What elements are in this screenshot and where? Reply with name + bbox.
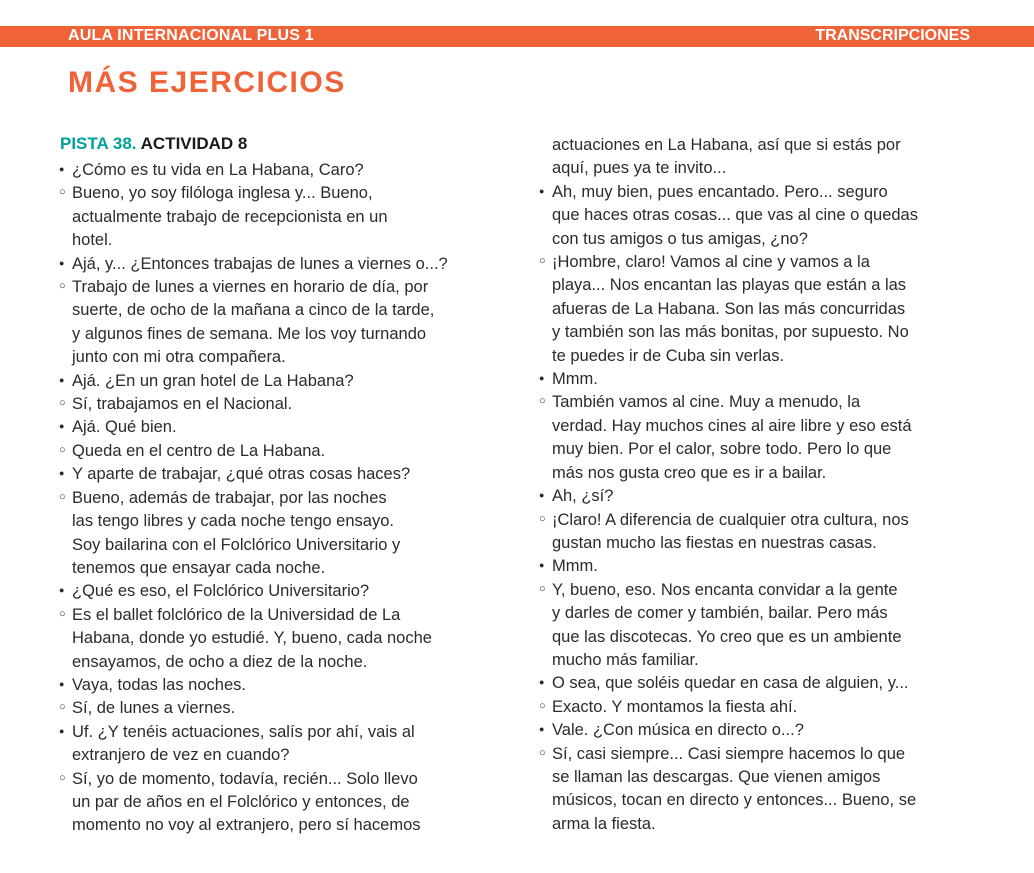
speaker-b-bullet-icon (539, 251, 551, 274)
transcript-column-right (538, 134, 988, 836)
dialogue-line (538, 766, 988, 789)
speaker-b-bullet-icon (539, 696, 551, 719)
transcript-column-left (58, 132, 498, 838)
dialogue-line (58, 253, 498, 276)
dialogue-text: Bueno, yo soy filóloga inglesa y... Bueno, (72, 184, 373, 203)
dialogue-line (58, 416, 498, 439)
speaker-a-bullet-icon (539, 368, 551, 391)
dialogue-line (538, 251, 988, 274)
speaker-b-bullet-icon (539, 743, 551, 766)
dialogue-text: muy bien. Por el calor, sobre todo. Pero lo que (552, 440, 892, 459)
speaker-b-bullet-icon (59, 440, 71, 463)
dialogue-line (58, 768, 498, 791)
dialogue-line (58, 721, 498, 744)
dialogue-text: Vale. ¿Con música en directo o...? (552, 721, 804, 740)
dialogue-text: momento no voy al extranjero, pero sí hacemos (72, 816, 421, 835)
dialogue-text: ¿Cómo es tu vida en La Habana, Caro? (72, 161, 364, 179)
dialogue-line (58, 604, 498, 627)
dialogue-line (538, 509, 988, 532)
dialogue-text: que las discotecas. Yo creo que es un ambiente (552, 627, 902, 646)
dialogue-text: Sí, casi siempre... Casi siempre hacemos lo que (552, 744, 906, 763)
dialogue-line (538, 134, 988, 157)
dialogue-text: Habana, donde yo estudié. Y, bueno, cada noche (72, 629, 432, 648)
dialogue-text: Uf. ¿Y tenéis actuaciones, salís por ahí, vais al (72, 722, 415, 741)
speaker-a-bullet-icon (59, 159, 71, 182)
section-title: TRANSCRIPCIONES (815, 27, 970, 44)
dialogue-text: suerte, de ocho de la mañana a cinco de la tarde, (72, 301, 435, 320)
dialogue-text: más nos gusta creo que es ir a bailar. (552, 463, 827, 482)
dialogue-text: Exacto. Y montamos la fiesta ahí. (552, 697, 798, 716)
dialogue-text: te puedes ir de Cuba sin verlas. (552, 346, 785, 365)
dialogue-line (58, 697, 498, 720)
dialogue-text: Ajá. Qué bien. (72, 418, 177, 437)
dialogue-line (58, 814, 498, 837)
dialogue-text: Sí, trabajamos en el Nacional. (72, 395, 293, 414)
dialogue-text: Soy bailarina con el Folclórico Universitario y (72, 535, 401, 554)
dialogue-text: y algunos fines de semana. Me los voy turnando (72, 324, 427, 343)
dialogue-lines-left (58, 159, 498, 838)
speaker-a-bullet-icon (539, 672, 551, 695)
dialogue-text: Sí, yo de momento, todavía, recién... Solo llevo (72, 769, 418, 788)
speaker-a-bullet-icon (59, 674, 71, 697)
dialogue-line (58, 510, 498, 533)
dialogue-text: músicos, tocan en directo y entonces... Bueno, se (552, 791, 917, 810)
dialogue-text: Es el ballet folclórico de la Universidad de La (72, 605, 401, 624)
dialogue-line (538, 579, 988, 602)
header-bar (0, 26, 1034, 47)
dialogue-line (58, 791, 498, 814)
dialogue-line (538, 228, 988, 251)
speaker-b-bullet-icon (59, 604, 71, 627)
dialogue-text: junto con mi otra compañera. (72, 348, 286, 367)
dialogue-text: hotel. (72, 231, 113, 250)
dialogue-text: verdad. Hay muchos cines al aire libre y eso está (552, 416, 912, 435)
dialogue-line (538, 415, 988, 438)
dialogue-line (58, 744, 498, 767)
dialogue-text: ¡Claro! A diferencia de cualquier otra cultura, nos (552, 510, 909, 529)
speaker-b-bullet-icon (59, 487, 71, 510)
dialogue-text: También vamos al cine. Muy a menudo, la (552, 393, 861, 412)
speaker-b-bullet-icon (59, 768, 71, 791)
speaker-b-bullet-icon (59, 276, 71, 299)
dialogue-line (58, 276, 498, 299)
dialogue-line (538, 298, 988, 321)
dialogue-line (538, 321, 988, 344)
dialogue-line (58, 534, 498, 557)
dialogue-line (538, 181, 988, 204)
dialogue-line (538, 438, 988, 461)
dialogue-text: O sea, que soléis quedar en casa de alguien, y... (552, 674, 909, 693)
dialogue-line (538, 696, 988, 719)
dialogue-line (58, 159, 498, 182)
speaker-a-bullet-icon (59, 580, 71, 603)
dialogue-text: actuaciones en La Habana, así que si estás por (552, 136, 901, 154)
dialogue-line (538, 157, 988, 180)
speaker-b-bullet-icon (59, 182, 71, 205)
dialogue-line (58, 346, 498, 369)
dialogue-line (58, 229, 498, 252)
dialogue-line (58, 487, 498, 510)
dialogue-text: actualmente trabajo de recepcionista en un (72, 207, 388, 226)
speaker-a-bullet-icon (59, 416, 71, 439)
dialogue-text: Bueno, además de trabajar, por las noches (72, 488, 387, 507)
dialogue-line (58, 557, 498, 580)
dialogue-text: gustan mucho las fiestas en nuestras casas. (552, 533, 877, 552)
speaker-a-bullet-icon (59, 721, 71, 744)
dialogue-line (58, 393, 498, 416)
speaker-b-bullet-icon (59, 393, 71, 416)
dialogue-text: ¿Qué es eso, el Folclórico Universitario? (72, 582, 370, 601)
track-label: PISTA 38. (60, 134, 137, 153)
dialogue-text: Mmm. (552, 557, 598, 576)
dialogue-line (58, 206, 498, 229)
dialogue-line (538, 649, 988, 672)
dialogue-text: mucho más familiar. (552, 650, 699, 669)
dialogue-line (538, 368, 988, 391)
dialogue-text: Ajá. ¿En un gran hotel de La Habana? (72, 371, 354, 390)
dialogue-line (538, 274, 988, 297)
speaker-b-bullet-icon (539, 391, 551, 414)
book-title: AULA INTERNACIONAL PLUS 1 (68, 27, 314, 44)
dialogue-line (538, 743, 988, 766)
dialogue-line (538, 626, 988, 649)
dialogue-lines-right (538, 134, 988, 836)
page-title: MÁS EJERCICIOS (68, 66, 346, 99)
dialogue-text: y también son las más bonitas, por supuesto. No (552, 323, 909, 342)
dialogue-text: afueras de La Habana. Son las más concurridas (552, 299, 906, 318)
track-heading (58, 132, 498, 155)
dialogue-line (58, 440, 498, 463)
speaker-a-bullet-icon (539, 181, 551, 204)
dialogue-text: Ah, ¿sí? (552, 487, 614, 506)
dialogue-text: Vaya, todas las noches. (72, 675, 246, 694)
dialogue-line (58, 627, 498, 650)
dialogue-text: aquí, pues ya te invito... (552, 159, 727, 178)
dialogue-line (538, 813, 988, 836)
speaker-a-bullet-icon (59, 463, 71, 486)
dialogue-text: Ajá, y... ¿Entonces trabajas de lunes a viernes o...? (72, 254, 448, 273)
dialogue-line (538, 719, 988, 742)
dialogue-line (58, 580, 498, 603)
dialogue-line (538, 462, 988, 485)
dialogue-line (58, 463, 498, 486)
dialogue-line (538, 391, 988, 414)
speaker-b-bullet-icon (539, 579, 551, 602)
speaker-b-bullet-icon (59, 697, 71, 720)
dialogue-line (538, 485, 988, 508)
dialogue-line (538, 345, 988, 368)
dialogue-text: con tus amigos o tus amigas, ¿no? (552, 229, 808, 248)
dialogue-text: un par de años en el Folclórico y entonces, de (72, 792, 410, 811)
dialogue-line (58, 299, 498, 322)
dialogue-text: las tengo libres y cada noche tengo ensayo. (72, 512, 394, 531)
speaker-a-bullet-icon (539, 485, 551, 508)
dialogue-line (58, 323, 498, 346)
speaker-a-bullet-icon (59, 253, 71, 276)
dialogue-text: arma la fiesta. (552, 814, 656, 833)
dialogue-text: Queda en el centro de La Habana. (72, 441, 326, 460)
dialogue-text: que haces otras cosas... que vas al cine o quedas (552, 206, 918, 225)
dialogue-text: Y, bueno, eso. Nos encanta convidar a la gente (552, 580, 898, 599)
speaker-a-bullet-icon (539, 555, 551, 578)
dialogue-line (58, 370, 498, 393)
dialogue-text: ensayamos, de ocho a diez de la noche. (72, 652, 368, 671)
dialogue-text: Mmm. (552, 370, 598, 389)
speaker-a-bullet-icon (539, 719, 551, 742)
dialogue-line (538, 204, 988, 227)
activity-label: ACTIVIDAD 8 (140, 134, 248, 153)
dialogue-line (58, 651, 498, 674)
dialogue-text: Trabajo de lunes a viernes en horario de día, por (72, 278, 429, 297)
dialogue-line (538, 789, 988, 812)
dialogue-text: se llaman las descargas. Que vienen amigos (552, 767, 881, 786)
dialogue-line (538, 602, 988, 625)
dialogue-text: playa... Nos encantan las playas que están a las (552, 276, 907, 295)
dialogue-text: Ah, muy bien, pues encantado. Pero... seguro (552, 182, 888, 201)
dialogue-text: Sí, de lunes a viernes. (72, 699, 236, 718)
dialogue-text: y darles de comer y también, bailar. Pero más (552, 604, 888, 623)
speaker-b-bullet-icon (539, 509, 551, 532)
dialogue-line (58, 674, 498, 697)
speaker-a-bullet-icon (59, 370, 71, 393)
dialogue-text: tenemos que ensayar cada noche. (72, 558, 326, 577)
dialogue-text: Y aparte de trabajar, ¿qué otras cosas haces? (72, 465, 411, 484)
dialogue-line (538, 532, 988, 555)
dialogue-text: extranjero de vez en cuando? (72, 746, 290, 765)
dialogue-line (58, 182, 498, 205)
dialogue-line (538, 672, 988, 695)
dialogue-line (538, 555, 988, 578)
dialogue-text: ¡Hombre, claro! Vamos al cine y vamos a la (552, 253, 870, 272)
